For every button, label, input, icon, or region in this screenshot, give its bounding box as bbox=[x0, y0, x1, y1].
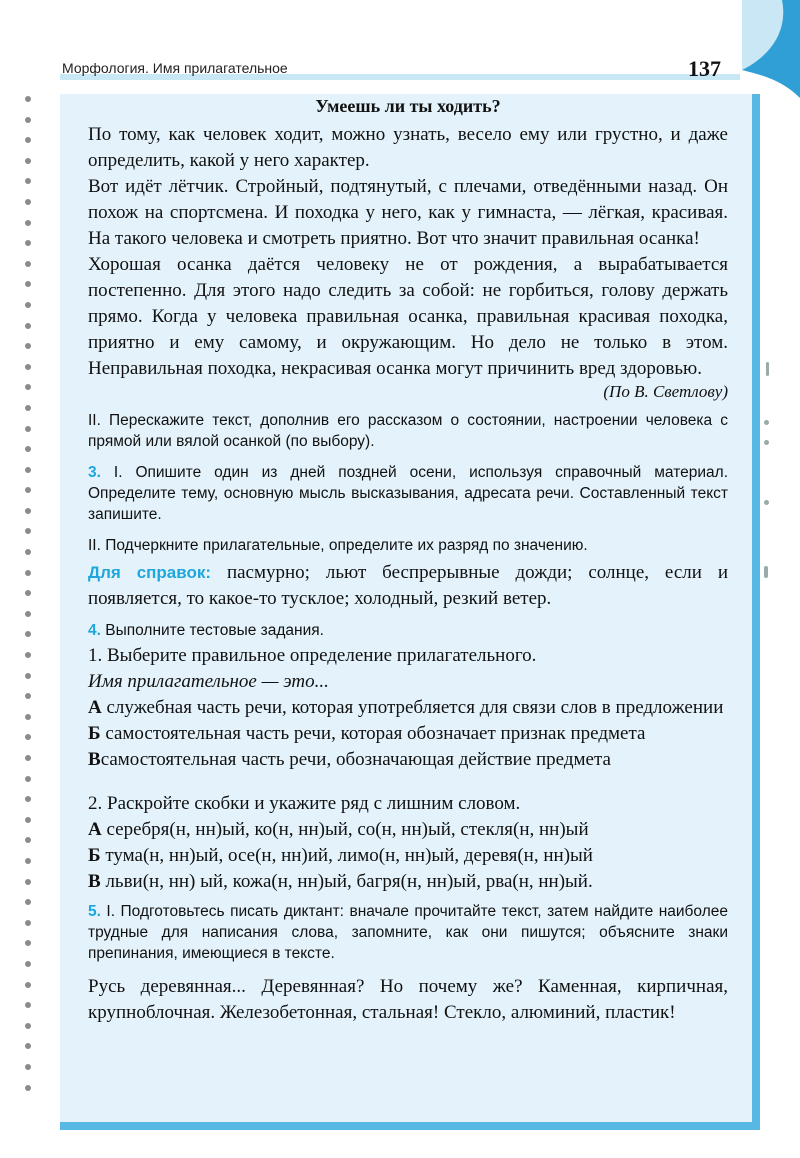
text-paragraph: Хорошая осанка даётся человеку не от рождения, а вырабатывается постепенно. Для этого надо следить за собой: не горбиться, голову держать прямо. Когда у человека правильная осанка, правильная красивая походка, приятно и ему самому, и окружающим. Но дело не только в этом. Неправильная походка, некрасивая осанка могут причинить вред здоровью. bbox=[88, 254, 728, 379]
test-option: А серебря(н, нн)ый, ко(н, нн)ый, со(н, нн)ый, стекля(н, нн)ый bbox=[88, 819, 589, 840]
page-content bbox=[88, 94, 728, 1026]
task4-number: 4. bbox=[88, 622, 101, 639]
margin-mark bbox=[766, 362, 769, 376]
task3-part1: 3. I. Опишите один из дней поздней осени, используя справочный материал. Определите тему, основную мысль высказывания, адресата речи. Составленный текст запишите. bbox=[88, 464, 728, 523]
running-head: Морфология. Имя прилагательное bbox=[62, 60, 288, 76]
task5-number: 5. bbox=[88, 903, 101, 920]
text-attribution: (По В. Светлову) bbox=[603, 382, 728, 401]
binding-dots bbox=[22, 96, 36, 1116]
margin-mark bbox=[764, 566, 768, 578]
page-number: 137 bbox=[688, 56, 721, 81]
text-title: Умеешь ли ты ходить? bbox=[315, 96, 501, 116]
test-option: В льви(н, нн) ый, кожа(н, нн)ый, багря(н, нн)ый, рва(н, нн)ый. bbox=[88, 871, 593, 892]
reference-label: Для справок: bbox=[88, 563, 212, 582]
task3-reference: Для справок: пасмурно; льют беспрерывные дожди; солнце, если и появляется, то какое-то тусклое; холодный, резкий ветер. bbox=[88, 562, 728, 609]
dictation-text: Русь деревянная... Деревянная? Но почему же? Каменная, кирпичная, крупноблочная. Железобетонная, стальная! Стекло, алюминий, пластик! bbox=[88, 976, 728, 1023]
task4-question1-stem: Имя прилагательное — это... bbox=[88, 671, 329, 692]
test-option: Б самостоятельная часть речи, которая обозначает признак предмета bbox=[88, 723, 646, 744]
task4-question1: 1. Выберите правильное определение прилагательного. bbox=[88, 645, 537, 666]
margin-mark bbox=[764, 420, 769, 425]
task3-part2: II. Подчеркните прилагательные, определите их разряд по значению. bbox=[88, 537, 588, 554]
corner-tab-decoration bbox=[742, 0, 800, 98]
task3-number: 3. bbox=[88, 464, 101, 481]
task4-question2: 2. Раскройте скобки и укажите ряд с лишним словом. bbox=[88, 793, 521, 814]
task4-instruction: 4. Выполните тестовые задания. bbox=[88, 622, 324, 639]
test-option: А служебная часть речи, которая употребляется для связи слов в предложении bbox=[88, 697, 724, 718]
text-paragraph: По тому, как человек ходит, можно узнать, весело ему или грустно, и даже определить, какой у него характер. bbox=[88, 124, 728, 171]
text-paragraph: Вот идёт лётчик. Стройный, подтянутый, с плечами, отведёнными назад. Он похож на спортсмена. И походка у него, как у гимнаста, — лёгкая, красивая. На такого человека и смотреть приятно. Вот что значит правильная осанка! bbox=[88, 176, 728, 249]
test-option: Всамостоятельная часть речи, обозначающая действие предмета bbox=[88, 749, 611, 770]
test-option: Б тума(н, нн)ый, осе(н, нн)ий, лимо(н, нн)ый, деревя(н, нн)ый bbox=[88, 845, 593, 866]
task2-part2: II. Перескажите текст, дополнив его рассказом о состоянии, настроении человека с прямой или вялой осанкой (по выбору). bbox=[88, 412, 728, 450]
margin-mark bbox=[764, 500, 769, 505]
task5-part1: 5. I. Подготовьтесь писать диктант: вначале прочитайте текст, затем найдите наиболее трудные для написания слова, запомните, как они пишутся; объясните знаки препинания, имеющиеся в тексте. bbox=[88, 903, 728, 962]
margin-mark bbox=[764, 440, 769, 445]
